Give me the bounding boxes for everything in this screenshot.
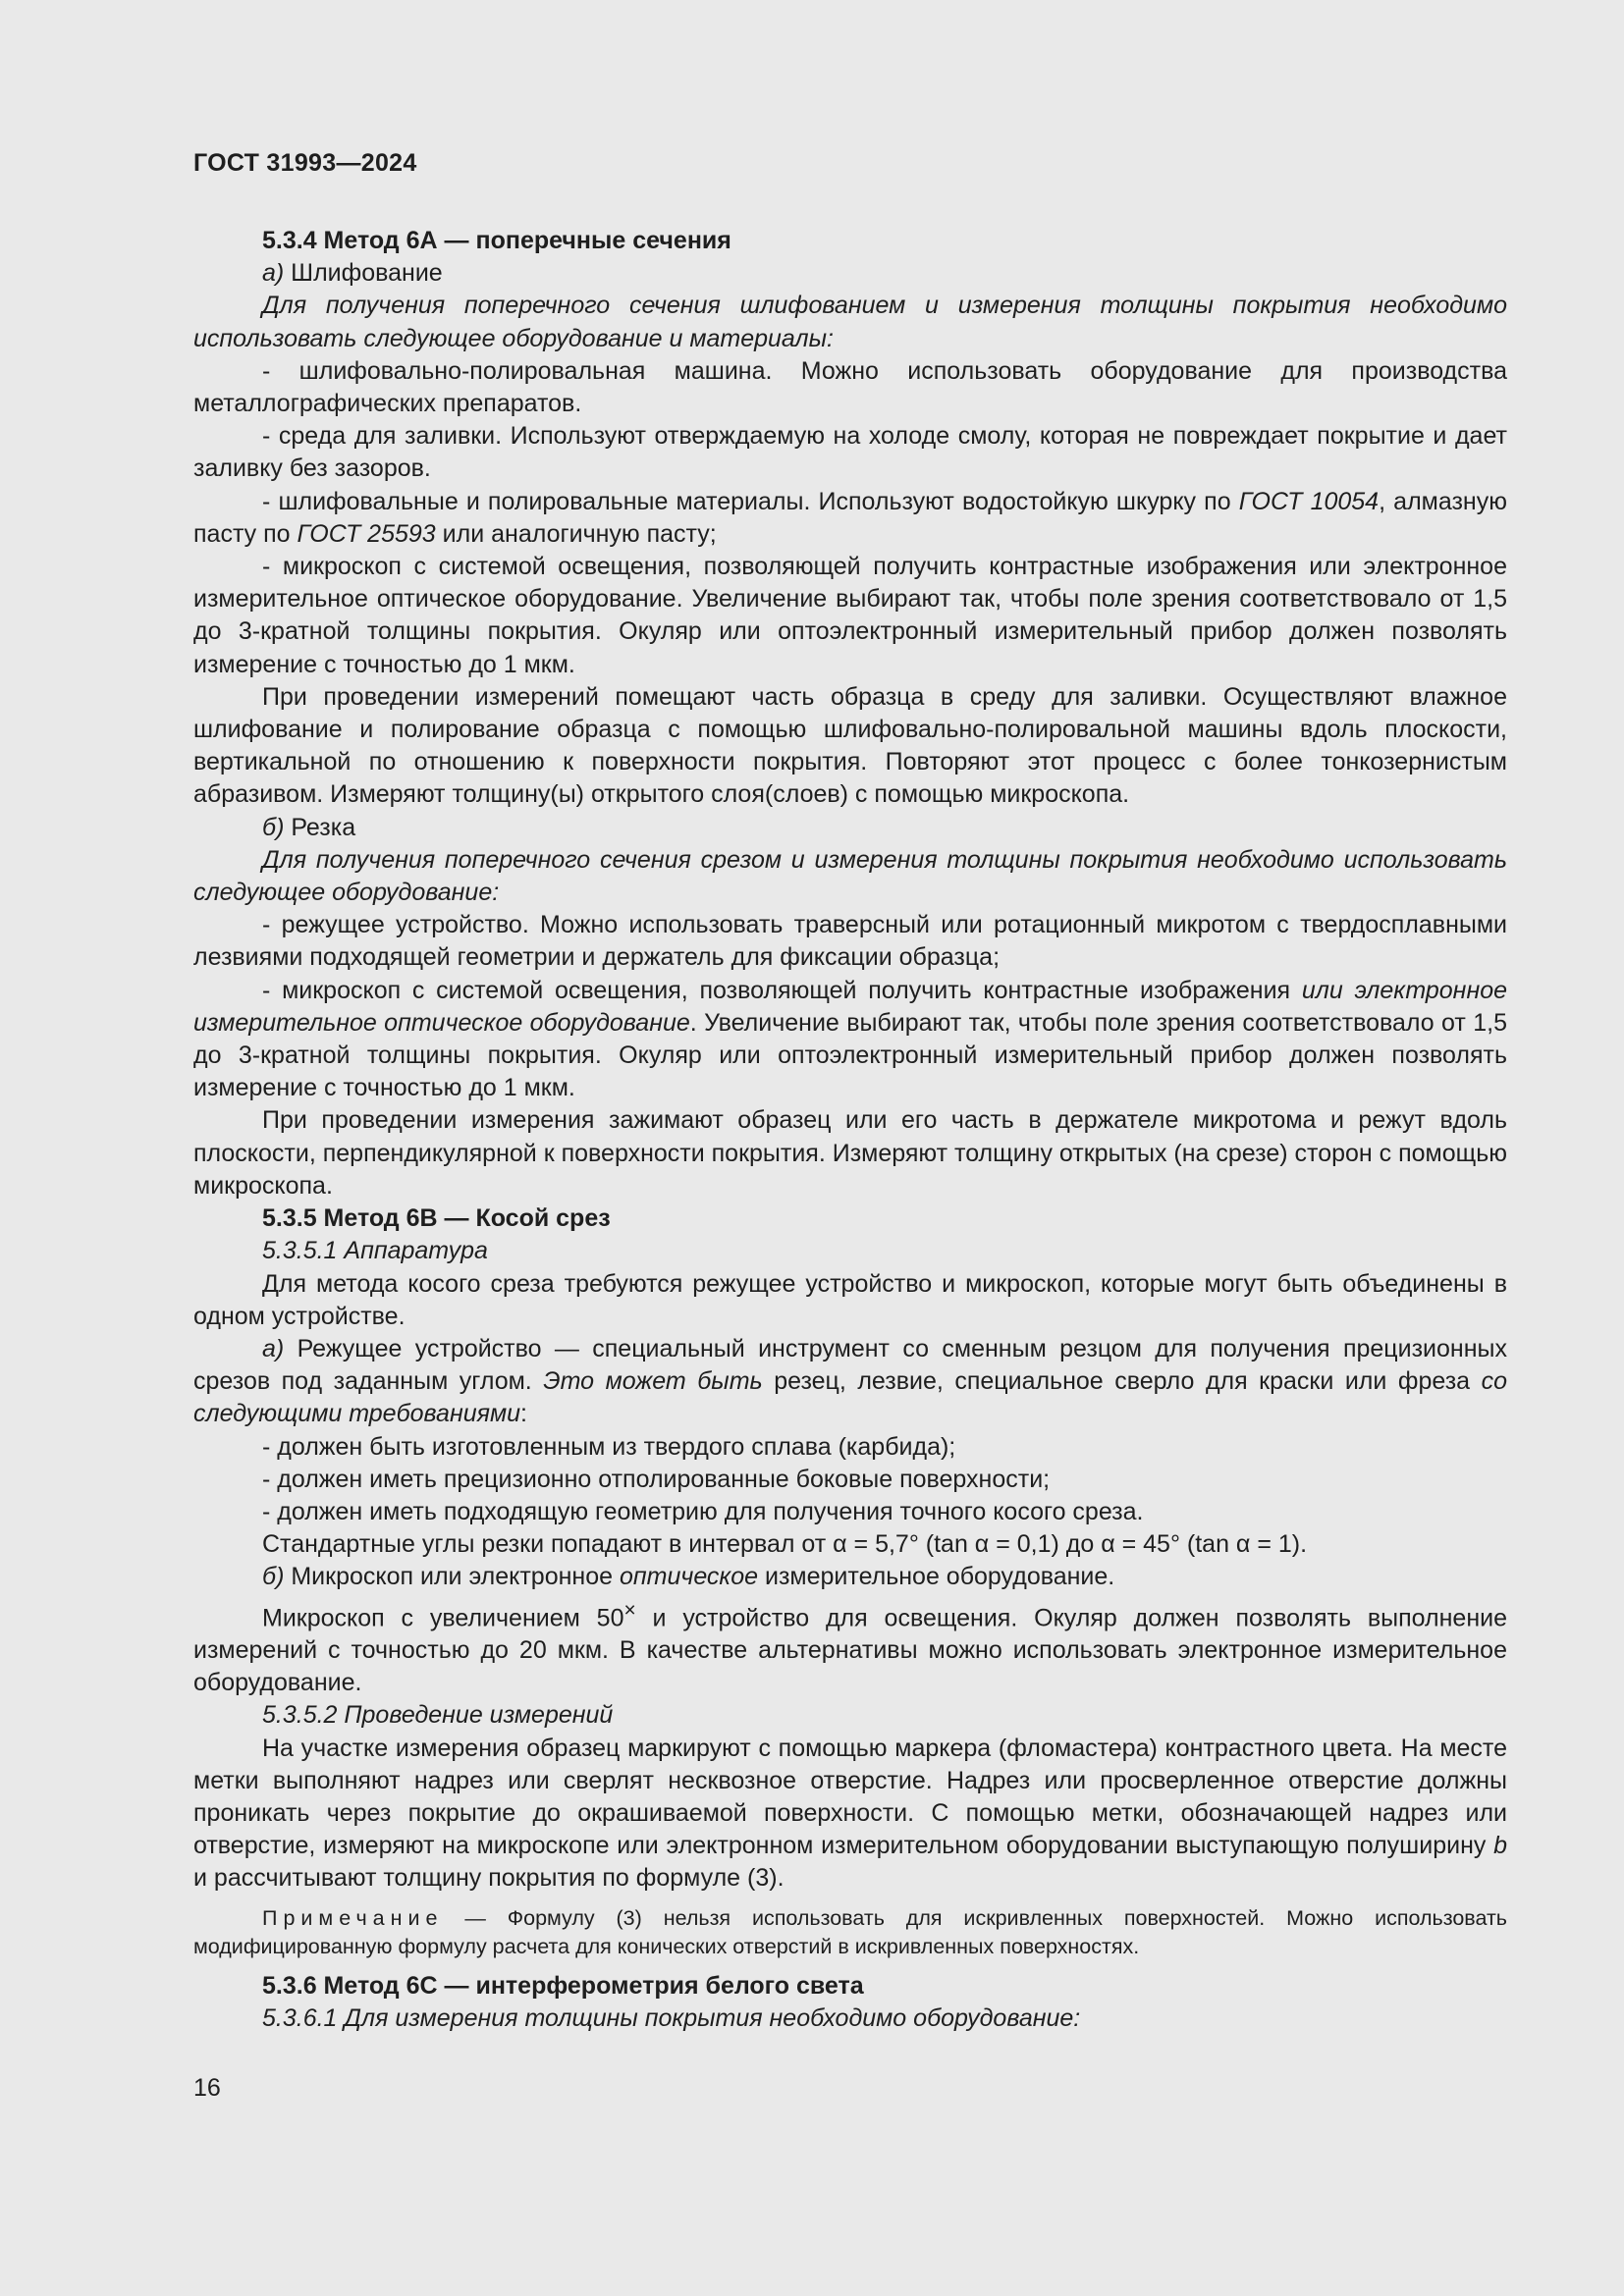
paragraph: а) Режущее устройство — специальный инструмент со сменным резцом для получения прецизионных срезов под заданным углом. Это может быть резец, лезвие, специальное сверло для краски или фреза со следующими требованиями: (193, 1334, 1507, 1428)
paragraph: Для метода косого среза требуются режущее устройство и микроскоп, которые могут быть объединены в одном устройстве. (193, 1269, 1507, 1330)
list-item: - шлифовально-полировальная машина. Можно использовать оборудование для производства металлографических препаратов. (193, 356, 1507, 418)
subsection-heading: 5.3.5.1 Аппаратура (262, 1237, 488, 1265)
subsection-heading: 5.3.5.2 Проведение измерений (262, 1701, 614, 1730)
list-item: - шлифовальные и полировальные материалы. Используют водостойкую шкурку по ГОСТ 10054, алмазную пасту по ГОСТ 25593 или аналогичную пасту; (193, 487, 1507, 548)
list-item: - микроскоп с системой освещения, позволяющей получить контрастные изображения или электронное измерительное оптическое оборудование. Увеличение выбирают так, чтобы поле зрения соответствовало от 1,5 до 3-кратной толщины покрытия. Окуляр или оптоэлектронный измерительный прибор должен позволять измерение с точностью до 1 мкм. (193, 976, 1508, 1102)
paragraph: При проведении измерений помещают часть образца в среду для заливки. Осуществляют влажное шлифование и полирование образца с помощью шлифовально-полировальной машины вдоль плоскости, вертикальной по отношению к поверхности покрытия. Повторяют этот процесс с более тонкозернистым абразивом. Измеряют толщину(ы) открытого слоя(слоев) с помощью микроскопа. (193, 682, 1507, 809)
paragraph: Для получения поперечного сечения срезом и измерения толщины покрытия необходимо использовать следующее оборудование: (193, 845, 1507, 907)
list-item: - должен иметь подходящую геометрию для получения точного косого среза. (262, 1497, 1144, 1525)
paragraph: б) Резка (262, 813, 356, 841)
list-item: - микроскоп с системой освещения, позволяющей получить контрастные изображения или электронное измерительное оптическое оборудование. Увеличение выбирают так, чтобы поле зрения соответствовало от 1,5 до 3-кратной толщины покрытия. Окуляр или оптоэлектронный измерительный прибор должен позволять измерение с точностью до 1 мкм. (193, 553, 1507, 678)
paragraph: Для получения поперечного сечения шлифованием и измерения толщины покрытия необходимо использовать следующее оборудование и материалы: (193, 292, 1507, 352)
list-item: - должен быть изготовленным из твердого сплава (карбида); (262, 1432, 956, 1461)
subsection-heading: 5.3.6.1 Для измерения толщины покрытия необходимо оборудование: (262, 2003, 1081, 2032)
list-item: - среда для заливки. Используют отверждаемую на холоде смолу, которая не повреждает покрытие и дает заливку без зазоров. (193, 422, 1507, 483)
paragraph: б) Микроскоп или электронное оптическое измерительное оборудование. (262, 1563, 1115, 1591)
paragraph: а) Шлифование (262, 259, 443, 288)
paragraph: При проведении измерения зажимают образец или его часть в держателе микротома и режут вдоль плоскости, перпендикулярной к поверхности покрытия. Измеряют толщину открытых (на срезе) сторон с помощью микроскопа. (193, 1106, 1507, 1200)
list-item: - должен иметь прецизионно отполированные боковые поверхности; (262, 1465, 1051, 1493)
paragraph: На участке измерения образец маркируют с помощью маркера (фломастера) контрастного цвета. На месте метки выполняют надрез или сверлят несквозное отверстие. Надрез или просверленное отверстие должны проникать через покрытие до окрашиваемой поверхности. С помощью метки, обозначающей надрез или отверстие, измеряют на микроскопе или электронном измерительном оборудовании выступающую полуширину b и рассчитывают толщину покрытия по формуле (3). (193, 1734, 1507, 1893)
list-item: - режущее устройство. Можно использовать траверсный или ротационный микротом с твердосплавными лезвиями подходящей геометрии и держатель для фиксации образца; (193, 911, 1507, 972)
section-heading-5-3-5: 5.3.5 Метод 6В — Косой срез (262, 1204, 611, 1233)
note-label: Примечание (262, 1905, 444, 1930)
paragraph: Микроскоп с увеличением 50× и устройство для освещения. Окуляр должен позволять выполнение измерений с точностью до 20 мкм. В качестве альтернативы можно использовать электронное измерительное оборудование. (193, 1598, 1507, 1697)
note: Примечание — Формулу (3) нельзя использовать для искривленных поверхностей. Можно использовать модифицированную формулу расчета для конических отверстий в искривленных поверхностях. (193, 1905, 1507, 1958)
paragraph: Стандартные углы резки попадают в интервал от α = 5,7° (tan α = 0,1) до α = 45° (tan α = 1). (262, 1530, 1308, 1559)
section-heading-5-3-6: 5.3.6 Метод 6С — интерферометрия белого света (262, 1971, 864, 2000)
page-number: 16 (193, 2074, 221, 2102)
section-heading-5-3-4: 5.3.4 Метод 6А — поперечные сечения (262, 227, 731, 254)
document-header: ГОСТ 31993—2024 (193, 149, 417, 177)
document-body (193, 225, 1507, 2035)
